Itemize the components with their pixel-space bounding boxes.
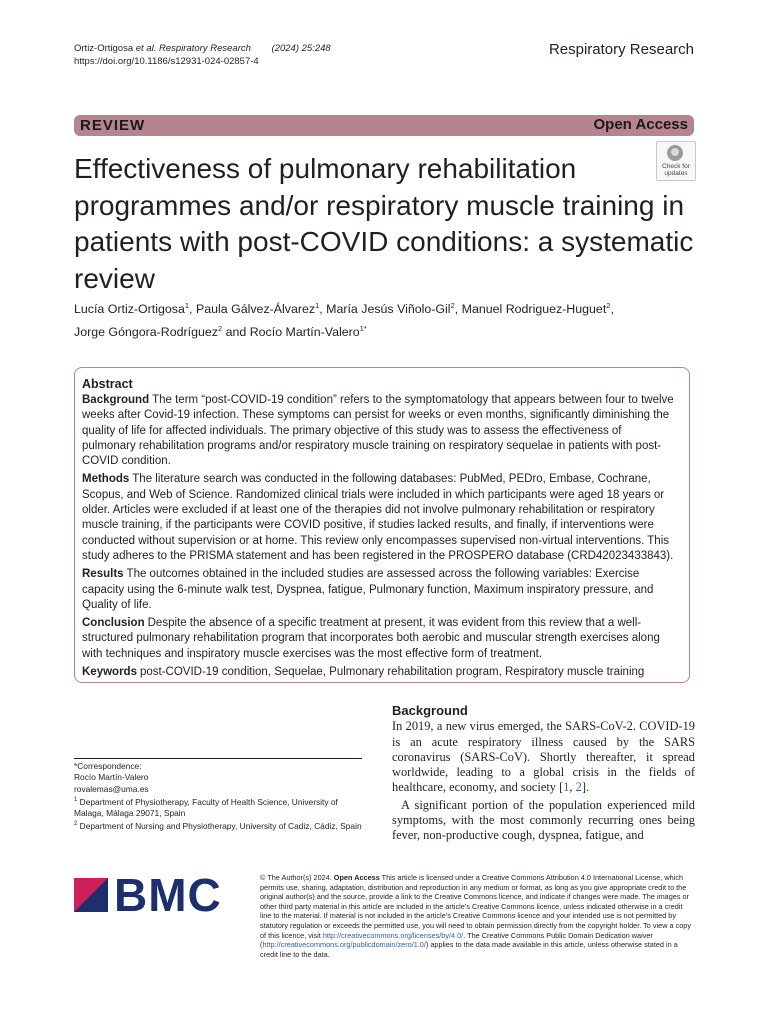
abstract-background [82, 393, 678, 469]
body-paragraph [392, 719, 695, 795]
abstract-keywords-label: Keywords [82, 666, 137, 679]
license-copyright: © The Author(s) 2024. [260, 873, 332, 882]
footnotes [74, 758, 362, 832]
doi-link[interactable]: https://doi.org/10.1186/s12931-024-02857-4 [74, 56, 259, 67]
affiliation-2 [74, 819, 362, 832]
bmc-logo-mark [74, 878, 108, 912]
paragraph-text: ]. [581, 780, 590, 795]
author-affiliation-sup: 2 [606, 301, 611, 310]
abstract-background-text: The term “post-COVID-19 condition” refers to the symptomatology that appears between four to twelve weeks after Covid-19 infection. These symptoms can persist for weeks or even months, significantly diminishing the quality of life for affected individuals. The primary objective of this study was to assess the effectiveness of pulmonary rehabilitation programs and/or respiratory muscle training on respiratory sequelae in patients with post-COVID condition. [82, 394, 674, 468]
license-text: ) applies to the data made available in this article, unless otherwise stated in a credit line to the data. [260, 940, 678, 959]
paragraph-text: In 2019, a new virus emerged, the SARS-CoV-2. COVID-19 is an acute respiratory illness caused by the SARS coronavirus (SARS-CoV). Shortly thereafter, it spread worldwide, leading to a global crisis in the fields of healthcare, economy, and society [ [392, 719, 695, 795]
author-affiliation-sup: 2 [217, 324, 223, 334]
abstract-conclusion-label: Conclusion [82, 617, 145, 630]
abstract-heading: Abstract [82, 377, 133, 391]
body-column [392, 703, 695, 846]
body-paragraph: A significant portion of the population experienced mild symptoms, with the most commonly recurring ones being fever, non-productive cough, dyspnea, fatigue, and [392, 797, 695, 843]
abstract-conclusion-text: Despite the absence of a specific treatment at present, it was evident from this review that a well-structured pulmonary rehabilitation program that incorporates both aerobic and muscular strength exercises along with techniques and inspiratory muscle exercises was the most effective form of treatment. [82, 617, 660, 660]
bmc-logo-text: BMC [114, 869, 222, 921]
abstract-box [74, 367, 690, 683]
abstract-methods-text: The literature search was conducted in the following databases: PubMed, PEDro, Embase, Cochrane, Scopus, and Web of Science. Randomized clinical trials were included in which participants were aged 18 years or older. Articles were excluded if at least one of the therapies did not involve pulmonary rehabilitation or respiratory muscle training, if the participants were COVID positive, if studies lacked results, and finally, if interventions were conducted without supervision or at home. This review only encompasses supervised non-virtual interventions. This study adheres to the PRISMA statement and has been registered in the PROSPERO database (CRD42023433843). [82, 473, 674, 562]
abstract-results-label: Results [82, 568, 124, 581]
article-type-label: REVIEW [80, 117, 146, 134]
author-name[interactable]: Jorge Góngora-Rodríguez [74, 325, 218, 340]
article-title: Effectiveness of pulmonary rehabilitation programmes and/or respiratory muscle training in patients with post-COVID conditions: a systematic review [74, 153, 694, 294]
check-updates-icon [667, 145, 683, 161]
correspondence-label: *Correspondence: [74, 761, 142, 771]
author-conjunction: and [225, 325, 247, 340]
author-list: Lucía Ortiz-Ortigosa$^1$, Paula Gálvez-Álvarez$^1$, María Jesús Viñolo-Gil$^2$, Manuel Rodriguez-Huguet$^2$, Jorge Góngora-Rodríguez$^2$ and Rocío Martín-Valero$^{1*}$ [74, 301, 614, 340]
abstract-conclusion [82, 616, 678, 662]
affiliation-sup: 1 [74, 796, 78, 803]
abstract-results [82, 567, 678, 613]
bmc-logo [74, 869, 222, 921]
author-name[interactable]: María Jesús Viñolo-Gil [326, 302, 451, 317]
citation-link[interactable]: 2 [575, 780, 582, 795]
public-domain-link[interactable]: http://creativecommons.org/publicdomain/zero/1.0/ [262, 940, 426, 950]
abstract-keywords-text: post-COVID-19 condition, Sequelae, Pulmonary rehabilitation program, Respiratory muscle training [139, 666, 645, 679]
abstract-keywords [82, 665, 678, 680]
abstract-results-text: The outcomes obtained in the included studies are assessed across the following variables: Exercise capacity using the 6-minute walk test, Dyspnea, fatigue, Pulmonary function, Maximum inspiratory pressure, and Quality of life. [82, 568, 654, 611]
affiliation-text: Department of Physiotherapy, Faculty of Health Science, University of Malaga, Málaga 29071, Spain [74, 796, 338, 818]
author-name[interactable]: Rocío Martín-Valero [249, 325, 360, 340]
check-for-updates-badge[interactable] [656, 141, 696, 181]
citation-authors: Ortiz-Ortigosa [74, 43, 134, 54]
citation-pages: (2024) 25:248 [271, 43, 331, 54]
affiliation-text: Department of Nursing and Physiotherapy, University of Cadiz, Cádiz, Spain [79, 821, 362, 832]
affiliation-1 [74, 795, 362, 819]
affiliation-sup: 2 [74, 821, 78, 828]
article-type-bar [74, 115, 694, 136]
check-updates-label: Check for updates [662, 163, 690, 177]
abstract-methods-label: Methods [82, 473, 130, 486]
citation-separator: , [569, 780, 576, 795]
author-affiliation-sup: 2 [450, 301, 455, 310]
citation-link[interactable]: 1 [563, 780, 570, 795]
license-text: This article is licensed under a Creative Commons Attribution 4.0 International License, which permits use, sharing, adaptation, distribution and reproduction in any medium or format, as long as you give appropriate credit to the original author(s) and the source, provide a link to the Creative Commons licence, and indicate if changes were made. The images or other third party material in this article are included in the article’s Creative Commons licence, unless indicated otherwise in a credit line to the material. If material is not included in the article’s Creative Commons licence and your intended use is not permitted by statutory regulation or exceeds the permitted use, you will need to obtain permission directly from the copyright holder. To view a copy of this licence, visit [260, 873, 692, 940]
author-affiliation-sup: 1 [315, 301, 320, 310]
citation-journal: Respiratory Research [159, 43, 251, 54]
journal-name: Respiratory Research [548, 41, 694, 58]
abstract-methods [82, 472, 678, 564]
abstract-background-label: Background [82, 394, 150, 406]
author-name[interactable]: Paula Gálvez-Álvarez [195, 302, 316, 317]
correspondence-name: Rocío Martín-Valero [74, 772, 149, 783]
running-head [74, 42, 331, 68]
license-text: . The Creative Commons Public Domain Dedication waiver ( [260, 930, 653, 950]
license-notice [260, 873, 695, 959]
open-access-label: Open Access [593, 116, 688, 133]
citation-etal: et al. [135, 43, 157, 54]
citation-line [74, 42, 331, 55]
author-name[interactable]: Lucía Ortiz-Ortigosa [74, 302, 185, 317]
author-affiliation-sup: 1* [359, 324, 367, 334]
license-link[interactable]: http://creativecommons.org/licenses/by/4.0/ [322, 930, 464, 940]
license-open-access: Open Access [333, 873, 380, 882]
author-name[interactable]: Manuel Rodriguez-Huguet [461, 302, 607, 317]
correspondence-email[interactable]: rovalemas@uma.es [74, 783, 149, 794]
author-affiliation-sup: 1 [184, 301, 190, 310]
section-heading: Background [392, 703, 468, 718]
